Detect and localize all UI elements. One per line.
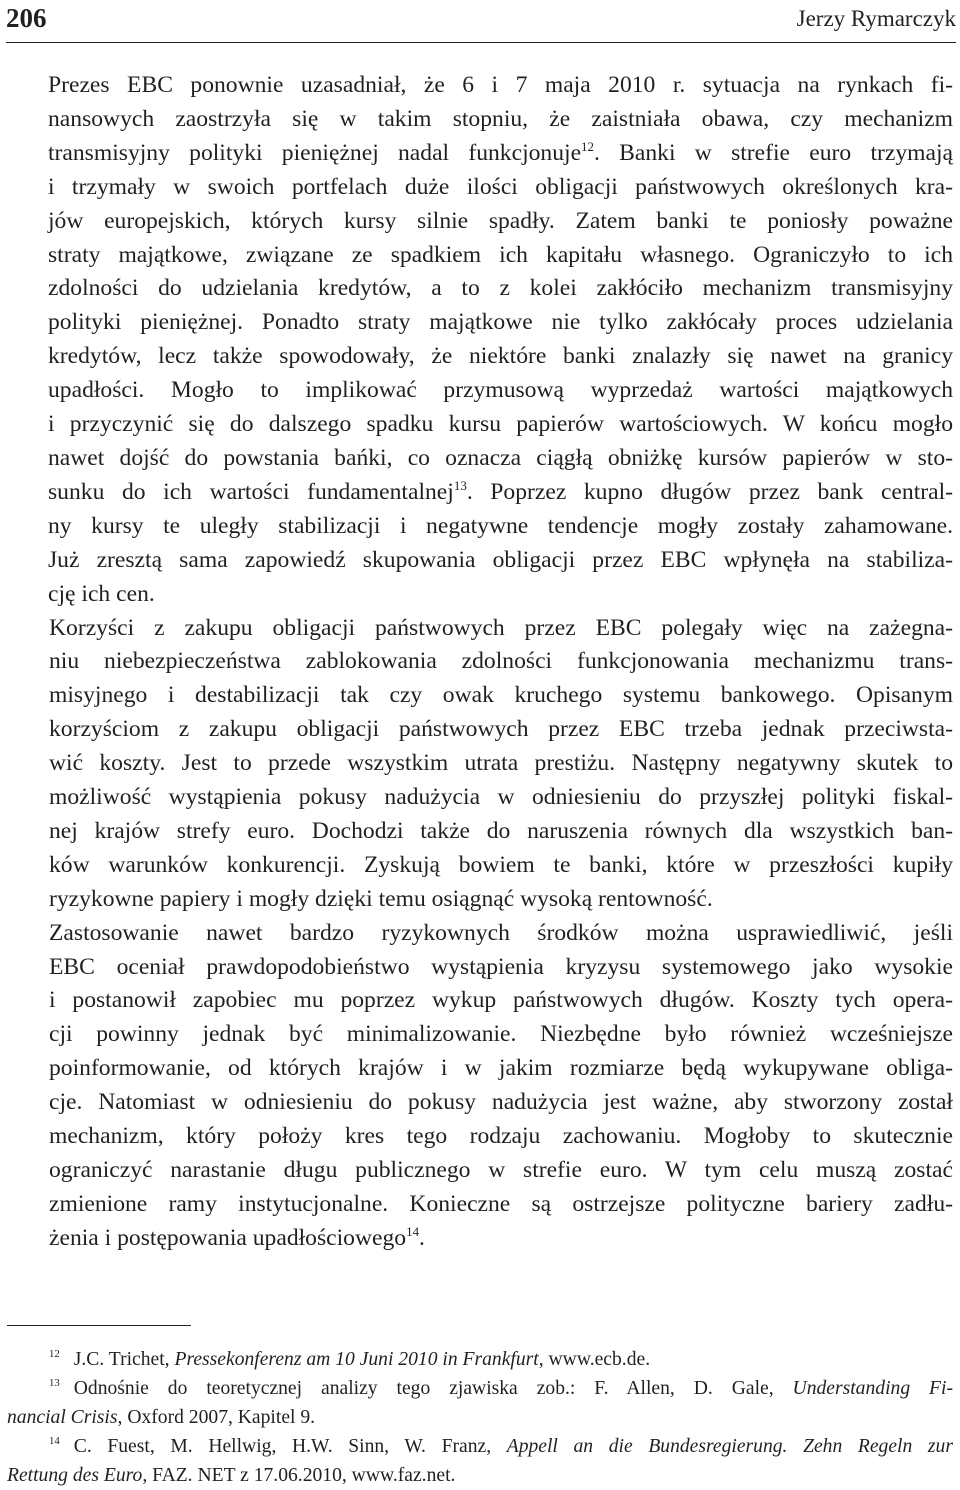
footnote-ref-13[interactable]: 13 xyxy=(453,478,467,494)
footnote-13 xyxy=(7,1374,953,1432)
footnote-text: C. Fuest, M. Hellwig, H.W. Sinn, W. Franz, xyxy=(73,1436,507,1457)
text-line: EBC oceniał prawdopodobieństwo wystąpienia kryzysu systemowego jako wysokie xyxy=(49,953,953,980)
footnotes xyxy=(7,1345,953,1490)
text-line: ny kursy te uległy stabilizacji i negatywne tendencje mogły zostały zahamowane. xyxy=(48,512,953,539)
text-fragment: . xyxy=(419,1224,425,1251)
text-line: Już zresztą sama zapowiedź skupowania obligacji przez EBC wpłynęła na stabiliza- xyxy=(48,546,953,573)
text-fragment: sunku do ich wartości fundamentalnej xyxy=(48,478,454,505)
paragraph-1 xyxy=(7,69,953,612)
text-line xyxy=(7,1432,953,1461)
page-number: 206 xyxy=(6,3,47,33)
footnote-separator xyxy=(7,1325,191,1326)
text-line: ryzykowne papiery i mogły dzięki temu osiągnąć wysoką rentowność. xyxy=(49,885,713,912)
text-line: kredytów, lecz także spowodowały, że niektóre banki znalazły się nawet na granicy xyxy=(48,343,953,370)
footnote-number: 12 xyxy=(49,1348,60,1361)
text-line: cji powinny jednak być minimalizowanie. Niezbędne było również wcześniejsze xyxy=(49,1021,953,1048)
text-line: nej krajów strefy euro. Dochodzi także do naruszenia równych dla wszystkich ban- xyxy=(49,817,953,844)
text-line: mechanizm, który położy kres tego rodzaju zachowaniu. Mogłoby to skutecznie xyxy=(49,1123,953,1150)
footnote-number: 14 xyxy=(49,1435,60,1448)
footnote-text: , FAZ. NET z 17.06.2010, www.faz.net. xyxy=(142,1465,456,1486)
footnote-text: Odnośnie do teoretycznej analizy tego zjawiska zob.: F. Allen, D. Gale, xyxy=(73,1378,793,1399)
text-line: Zastosowanie nawet bardzo ryzykownych środków można usprawiedliwić, jeśli xyxy=(49,919,953,946)
main-text xyxy=(7,69,953,1256)
text-line: zdolności do udzielania kredytów, a to z kolei zakłóciło mechanizm transmisyjny xyxy=(48,275,953,302)
footnote-title: nancial Crisis xyxy=(7,1407,118,1428)
text-line: polityki pieniężnej. Ponadto straty majątkowe nie tylko zakłócały proces udzielania xyxy=(48,309,953,336)
text-line: możliwość wystąpienia pokusy nadużycia w odniesieniu do przyszłej polityki fiskal- xyxy=(49,784,953,811)
text-line xyxy=(7,476,953,510)
footnote-12 xyxy=(7,1345,953,1374)
text-fragment: . Poprzez kupno długów przez bank central- xyxy=(466,478,953,505)
footnote-text: , www.ecb.de. xyxy=(538,1349,651,1370)
text-line: upadłości. Mogło to implikować przymusową wyprzedaż wartości majątkowych xyxy=(48,377,953,404)
footnote-number: 13 xyxy=(49,1377,60,1390)
text-line: i trzymały w swoich portfelach duże ilości obligacji państwowych określonych kra- xyxy=(48,173,953,200)
text-line: nawet dojść do powstania bańki, co oznacza ciągłą obniżkę kursów papierów w sto- xyxy=(48,444,953,471)
text-line xyxy=(7,1345,953,1374)
text-line: zmienione ramy instytucjonalne. Konieczne są ostrzejsze polityczne bariery zadłu- xyxy=(49,1190,953,1217)
text-line: poinformowanie, od których krajów i w jakim rozmiarze będą wykupywane obliga- xyxy=(49,1055,953,1082)
text-line xyxy=(7,1403,953,1432)
text-line: cje. Natomiast w odniesieniu do pokusy nadużycia jest ważne, aby stworzony został xyxy=(49,1089,953,1116)
text-line xyxy=(7,1374,953,1403)
text-line: ków warunków konkurencji. Zyskują bowiem te banki, które w przeszłości kupiły xyxy=(49,851,953,878)
text-line: nansowych zaostrzyła się w takim stopniu, że zaistniała obawa, czy mechanizm xyxy=(48,105,953,132)
text-fragment: żenia i postępowania upadłościowego xyxy=(49,1224,407,1251)
running-head-author: Jerzy Rymarczyk xyxy=(796,6,956,31)
footnote-ref-12[interactable]: 12 xyxy=(581,138,595,154)
text-line: Korzyści z zakupu obligacji państwowych przez EBC polegały więc na zażegna- xyxy=(49,614,953,641)
text-line: cję ich cen. xyxy=(48,580,155,607)
footnote-ref-14[interactable]: 14 xyxy=(406,1223,420,1239)
text-line: korzyściom z zakupu obligacji państwowych przez EBC trzeba jednak przeciwsta- xyxy=(49,716,953,743)
running-header xyxy=(6,0,956,43)
footnote-title: Understanding Fi- xyxy=(792,1378,953,1399)
text-line: misyjnego i destabilizacji tak czy owak kruchego systemu bankowego. Opisanym xyxy=(49,682,953,709)
footnote-14 xyxy=(7,1432,953,1490)
footnote-title: Pressekonferenz am 10 Juni 2010 in Frankfurt xyxy=(174,1349,539,1370)
text-line: i postanowił zapobiec mu poprzez wykup państwowych długów. Koszty tych opera- xyxy=(49,987,953,1014)
text-line: niu niebezpieczeństwa zablokowania zdolności funkcjonowania mechanizmu trans- xyxy=(49,648,953,675)
text-line: i przyczynić się do dalszego spadku kursu papierów wartościowych. W końcu mogło xyxy=(48,411,953,438)
text-line: wić koszty. Jest to przede wszystkim utrata prestiżu. Następny negatywny skutek to xyxy=(49,750,953,777)
footnote-text: , Oxford 2007, Kapitel 9. xyxy=(117,1407,316,1428)
text-line: Prezes EBC ponownie uzasadniał, że 6 i 7 maja 2010 r. sytuacja na rynkach fi- xyxy=(48,72,953,98)
footnote-title: Rettung des Euro xyxy=(7,1465,143,1486)
text-line xyxy=(7,1222,953,1256)
footnote-title: Appell an die Bundesregierung. Zehn Regeln zur xyxy=(506,1436,953,1457)
text-line xyxy=(7,1461,953,1490)
text-fragment: transmisyjny polityki pieniężnej nadal funkcjonuje xyxy=(48,139,582,166)
footnote-text: J.C. Trichet, xyxy=(73,1349,175,1370)
paragraph-2 xyxy=(7,612,953,917)
text-line: ograniczyć narastanie długu publicznego w strefie euro. W tym celu muszą zostać xyxy=(49,1157,953,1183)
text-fragment: . Banki w strefie euro trzymają xyxy=(594,139,953,166)
paragraph-3 xyxy=(7,917,953,1256)
text-line: straty majątkowe, związane ze spadkiem ich kapitału własnego. Ograniczyło to ich xyxy=(48,241,953,268)
text-line: jów europejskich, których kursy silnie spadły. Zatem banki te poniosły poważne xyxy=(48,207,953,234)
text-line xyxy=(7,137,953,171)
